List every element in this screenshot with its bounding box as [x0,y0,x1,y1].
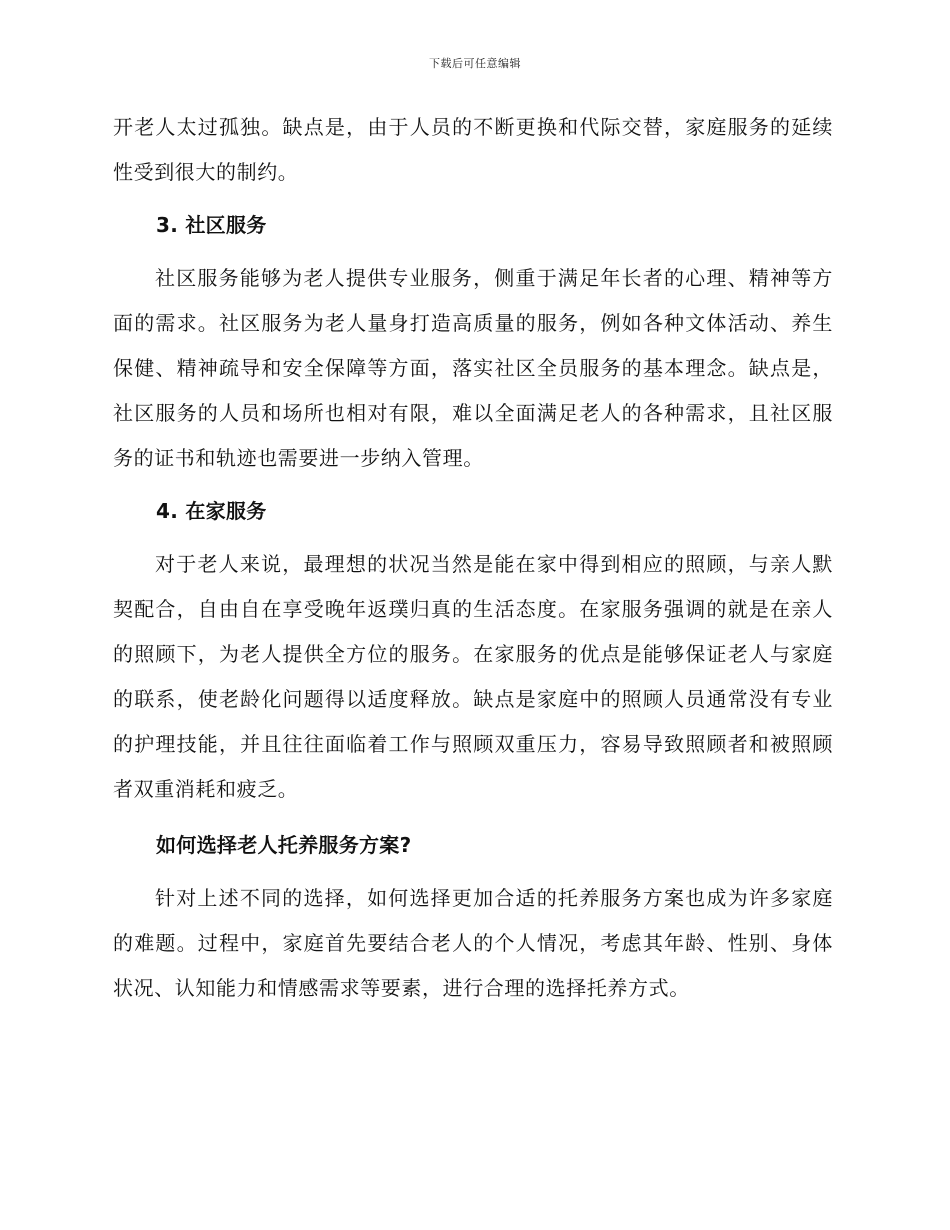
paragraph-community-service: 社区服务能够为老人提供专业服务，侧重于满足年长者的心理、精神等方面的需求。社区服务为老人量身打造高质量的服务，例如各种文体活动、养生保健、精神疏导和安全保障等方面，落实社区全员服务的基本理念。缺点是，社区服务的人员和场所也相对有限，难以全面满足老人的各种需求，且社区服务的证书和轨迹也需要进一步纳入管理。 [113,266,833,470]
heading-community-service: 3. 社区服务 [156,213,267,237]
page-header-note: 下载后可任意编辑 [429,57,521,70]
heading-how-to-choose: 如何选择老人托养服务方案? [156,833,412,857]
paragraph-how-to-choose: 针对上述不同的选择，如何选择更加合适的托养服务方案也成为许多家庭的难题。过程中，家庭首先要结合老人的个人情况，考虑其年龄、性别、身体状况、认知能力和情感需求等要素，进行合理的选择托养方式。 [113,886,833,1000]
paragraph-intro-continuation: 开老人太过孤独。缺点是，由于人员的不断更换和代际交替，家庭服务的延续性受到很大的制约。 [113,115,833,184]
paragraph-home-service: 对于老人来说，最理想的状况当然是能在家中得到相应的照顾，与亲人默契配合，自由自在享受晚年返璞归真的生活态度。在家服务强调的就是在亲人的照顾下，为老人提供全方位的服务。在家服务的优点是能够保证老人与家庭的联系，使老龄化问题得以适度释放。缺点是家庭中的照顾人员通常没有专业的护理技能，并且往往面临着工作与照顾双重压力，容易导致照顾者和被照顾者双重消耗和疲乏。 [113,552,833,801]
document-body [113,105,833,1011]
heading-home-service: 4. 在家服务 [156,499,267,523]
